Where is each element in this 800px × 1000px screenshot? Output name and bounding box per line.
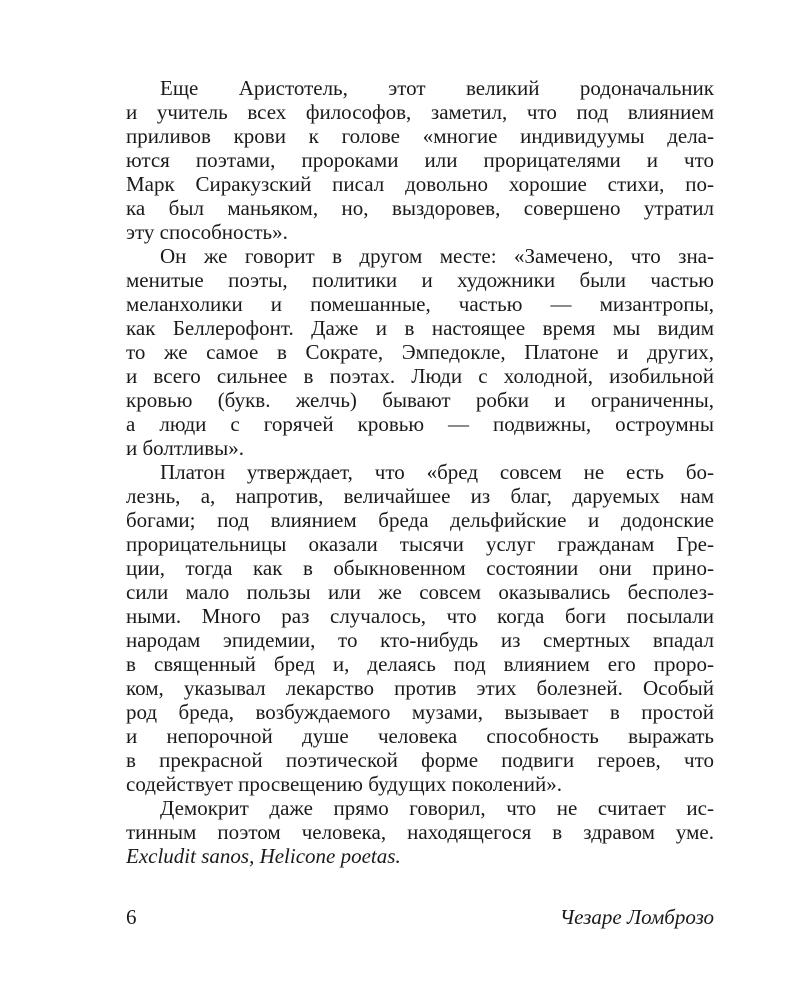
paragraph-line: ком, указывал лекарство против этих болезней. Особый bbox=[126, 676, 714, 700]
paragraph-line: ка был маньяком, но, выздоровев, совершено утратил bbox=[126, 196, 714, 220]
running-head-author: Чезаре Ломброзо bbox=[559, 905, 714, 929]
paragraph-line: прорицательницы оказали тысячи услуг гражданам Гре- bbox=[126, 532, 714, 556]
paragraph-line: род бреда, возбуждаемого музами, вызывает в простой bbox=[126, 700, 714, 724]
paragraph-line: меланхолики и помешанные, частью — мизантропы, bbox=[126, 292, 714, 316]
paragraph-line: содействует просвещению будущих поколений». bbox=[126, 772, 562, 796]
paragraph-line: и болтливы». bbox=[126, 436, 245, 460]
paragraph-line: сили мало пользы или же совсем оказывались бесполез- bbox=[126, 580, 714, 604]
paragraph-line: и непорочной душе человека способность выражать bbox=[126, 724, 714, 748]
paragraph-line: лезнь, а, напротив, величайшее из благ, даруемых нам bbox=[126, 484, 714, 508]
paragraph-line: и учитель всех философов, заметил, что под влиянием bbox=[126, 100, 714, 124]
paragraph-line: богами; под влиянием бреда дельфийские и додонские bbox=[126, 508, 714, 532]
paragraph-line: Марк Сиракузский писал довольно хорошие стихи, по- bbox=[126, 172, 714, 196]
paragraph-line: и всего сильнее в поэтах. Люди с холодной, изобильной bbox=[126, 364, 714, 388]
paragraph-line: Он же говорит в другом месте: «Замечено, что зна- bbox=[160, 244, 714, 268]
paragraph-line: приливов крови к голове «многие индивидуумы дела- bbox=[126, 124, 714, 148]
paragraph-line: Еще Аристотель, этот великий родоначальник bbox=[160, 76, 714, 100]
page-number: 6 bbox=[126, 905, 137, 929]
paragraph-line: Платон утверждает, что «бред совсем не есть бо- bbox=[160, 460, 714, 484]
paragraph-line: то же самое в Сократе, Эмпедокле, Платоне и других, bbox=[126, 340, 714, 364]
latin-quote: Excludit sanos, Helicone poetas. bbox=[126, 844, 401, 868]
body-text bbox=[126, 76, 714, 868]
paragraph-line: менитые поэты, политики и художники были частью bbox=[126, 268, 714, 292]
paragraph-line: тинным поэтом человека, находящегося в здравом уме. bbox=[126, 820, 714, 844]
paragraph-line: ными. Много раз случалось, что когда боги посылали bbox=[126, 604, 714, 628]
paragraph-line: в прекрасной поэтической форме подвиги героев, что bbox=[126, 748, 714, 772]
paragraph-line: кровью (букв. желчь) бывают робки и ограниченны, bbox=[126, 388, 714, 412]
paragraph-line: эту способность». bbox=[126, 220, 288, 244]
paragraph-line: в священный бред и, делаясь под влиянием его проро- bbox=[126, 652, 714, 676]
paragraph-line: как Беллерофонт. Даже и в настоящее время мы видим bbox=[126, 316, 714, 340]
paragraph-line: народам эпидемии, то кто-нибудь из смертных впадал bbox=[126, 628, 714, 652]
paragraph-line: а люди с горячей кровью — подвижны, остроумны bbox=[126, 412, 714, 436]
paragraph-line: ции, тогда как в обыкновенном состоянии они прино- bbox=[126, 556, 714, 580]
paragraph-line: Демокрит даже прямо говорил, что не считает ис- bbox=[160, 796, 714, 820]
paragraph-line: ются поэтами, пророками или прорицателями и что bbox=[126, 148, 714, 172]
page-footer bbox=[126, 904, 714, 930]
